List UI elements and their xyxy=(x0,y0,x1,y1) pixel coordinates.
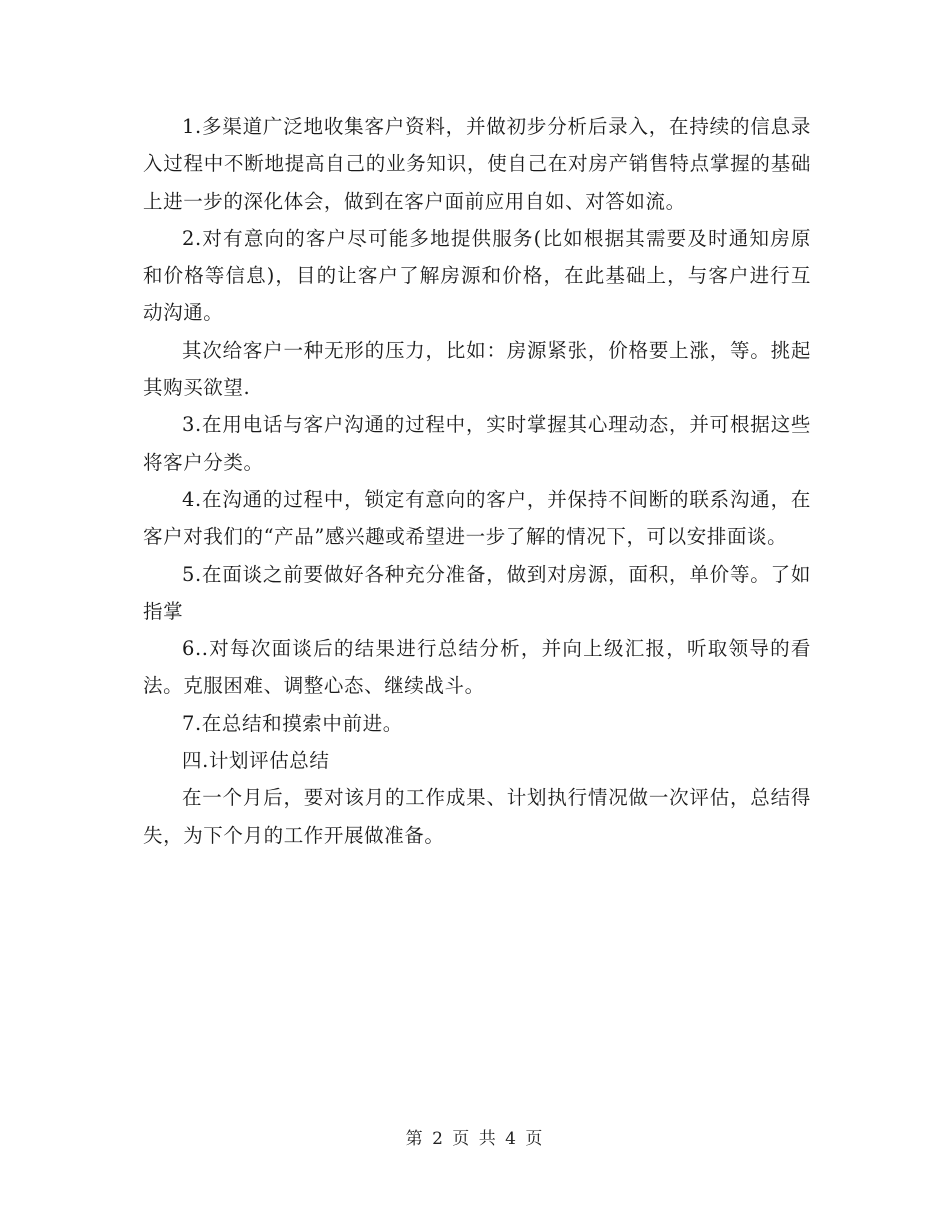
paragraph-2: 2.对有意向的客户尽可能多地提供服务(比如根据其需要及时通知房原和价格等信息)，目的让客户了解房源和价格，在此基础上，与客户进行互动沟通。 xyxy=(143,226,811,325)
paragraph-5: 4.在沟通的过程中，锁定有意向的客户，并保持不间断的联系沟通，在客户对我们的“产品”感兴趣或希望进一步了解的情况下，可以安排面谈。 xyxy=(143,487,811,549)
paragraph-3: 其次给客户一种无形的压力，比如：房源紧张，价格要上涨，等。挑起其购买欲望. xyxy=(143,338,811,400)
paragraph-4: 3.在用电话与客户沟通的过程中，实时掌握其心理动态，并可根据这些将客户分类。 xyxy=(143,413,811,474)
document-body xyxy=(143,108,811,854)
paragraph-1: 1.多渠道广泛地收集客户资料，并做初步分析后录入，在持续的信息录入过程中不断地提高自己的业务知识，使自己在对房产销售特点掌握的基础上进一步的深化体会，做到在客户面前应用自如、对答如流。 xyxy=(143,115,811,213)
section-heading: 四.计划评估总结 xyxy=(182,749,330,773)
paragraph-7: 6..对每次面谈后的结果进行总结分析，并向上级汇报，听取领导的看法。克服困难、调整心态、继续战斗。 xyxy=(143,637,811,698)
page-number-footer: 第 2 页 共 4 页 xyxy=(405,1129,545,1149)
paragraph-6: 5.在面谈之前要做好各种充分准备，做到对房源，面积，单价等。了如指掌 xyxy=(143,562,811,623)
paragraph-8: 7.在总结和摸索中前进。 xyxy=(182,711,403,735)
paragraph-10: 在一个月后，要对该月的工作成果、计划执行情况做一次评估，总结得失，为下个月的工作开展做准备。 xyxy=(143,786,811,847)
